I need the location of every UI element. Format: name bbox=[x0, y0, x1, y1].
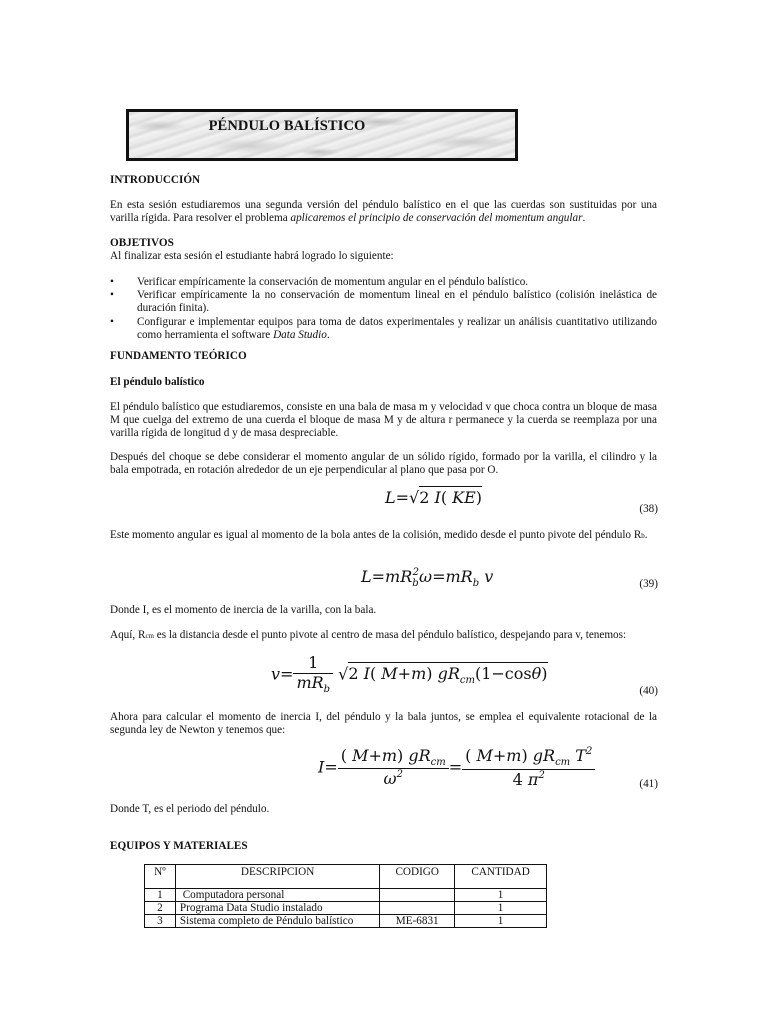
document-title: PÉNDULO BALÍSTICO bbox=[208, 118, 366, 134]
table-cell: ME-6831 bbox=[380, 915, 455, 928]
table-cell: Programa Data Studio instalado bbox=[175, 902, 379, 915]
fundamento-paragraph-4: Donde I, es el momento de inercia de la varilla, con la bala. bbox=[110, 604, 377, 616]
equation-38: L=√2 I( KE) bbox=[385, 488, 483, 507]
bullet-icon: • bbox=[110, 315, 114, 328]
table-cell: 3 bbox=[145, 915, 176, 928]
column-header: DESCRIPCION bbox=[175, 865, 379, 889]
list-item: • Verificar empíricamente la no conservación de momentum lineal en el péndulo balístico (colisión inelástica de duración finita). bbox=[110, 289, 657, 315]
fundamento-heading: FUNDAMENTO TEÓRICO bbox=[110, 350, 247, 362]
table-cell bbox=[380, 902, 455, 915]
equation-40-number: (40) bbox=[639, 685, 658, 697]
table-row bbox=[145, 889, 547, 902]
materiales-heading: EQUIPOS Y MATERIALES bbox=[110, 840, 248, 852]
objetivos-heading: OBJETIVOS bbox=[110, 237, 174, 249]
table-cell: 1 bbox=[455, 902, 547, 915]
fundamento-paragraph-3: Este momento angular es igual al momento de la bola antes de la colisión, medido desde el punto pivote del péndulo Rb. bbox=[110, 529, 648, 541]
fundamento-paragraph-6: Ahora para calcular el momento de inercia I, del péndulo y la bala juntos, se emplea el equivalente rotacional de la segunda ley de Newton y tenemos que: bbox=[110, 711, 657, 737]
table-cell: 1 bbox=[455, 915, 547, 928]
equation-39-number: (39) bbox=[639, 578, 658, 590]
equation-40: v= $\frac{1}{mR_b}$ √2 I( M+m) $gR_{cm}(1-\cos\theta)$ bbox=[271, 653, 548, 695]
column-header: CODIGO bbox=[380, 865, 455, 889]
materials-table bbox=[144, 864, 547, 928]
pendulo-subheading: El péndulo balístico bbox=[110, 376, 205, 388]
bullet-icon: • bbox=[110, 289, 114, 302]
bullet-icon: • bbox=[110, 276, 114, 288]
table-row bbox=[145, 915, 547, 928]
column-header: Nº bbox=[145, 865, 176, 889]
equation-41: I= $\frac{( M+m) gR_{cm}}{\omega^2}$ = $\frac{( M+m) gR_{cm} T^2}{4 \pi^2}$ bbox=[318, 746, 595, 790]
intro-paragraph: En esta sesión estudiaremos una segunda versión del péndulo balístico en el que las cuerdas son sustituidas por una varilla rígida. Para resolver el problema aplicaremos el principio de conservación del momentum angular. bbox=[110, 199, 657, 225]
table-cell: Sistema completo de Péndulo balístico bbox=[175, 915, 379, 928]
list-item: • Verificar empíricamente la conservación de momentum angular en el péndulo balístico. bbox=[110, 276, 529, 288]
table-cell bbox=[380, 889, 455, 902]
table-row bbox=[145, 902, 547, 915]
intro-heading: INTRODUCCIÓN bbox=[110, 174, 201, 186]
equation-41-number: (41) bbox=[639, 778, 658, 790]
fundamento-paragraph-2: Después del choque se debe considerar el momento angular de un sólido rígido, formado por la varilla, el cilindro y la bala empotrada, en rotación alrededor de un eje perpendicular al plano que pasa por O. bbox=[110, 451, 657, 477]
fundamento-paragraph-5: Aquí, Rcm es la distancia desde el punto pivote al centro de masa del péndulo balístico, despejando para v, tenemos: bbox=[110, 629, 627, 641]
list-item: • Configurar e implementar equipos para toma de datos experimentales y realizar un análisis cuantitativo utilizando como herramienta el software Data Studio. bbox=[110, 315, 657, 341]
table-cell: 2 bbox=[145, 902, 176, 915]
table-cell: 1 bbox=[455, 889, 547, 902]
equation-38-number: (38) bbox=[639, 503, 658, 515]
table-cell: Computadora personal bbox=[175, 889, 379, 902]
title-box bbox=[126, 109, 518, 161]
table-cell: 1 bbox=[145, 889, 176, 902]
fundamento-paragraph-7: Donde T, es el periodo del péndulo. bbox=[110, 803, 270, 815]
equation-39: $L=mR_b^2\omega=mR_b$ v bbox=[361, 567, 494, 589]
fundamento-paragraph-1: El péndulo balístico que estudiaremos, consiste en una bala de masa m y velocidad v que choca contra un bloque de masa M que cuelga del extremo de una cuerda el bloque de masa M y de altura r permanece y la cuerda se reemplaza por una varilla rígida de longitud d y de masa despreciable. bbox=[110, 401, 657, 440]
table-header-row bbox=[145, 865, 547, 889]
objetivos-lead: Al finalizar esta sesión el estudiante habrá logrado lo siguiente: bbox=[110, 250, 394, 262]
objetivos-list bbox=[110, 276, 657, 342]
column-header: CANTIDAD bbox=[455, 865, 547, 889]
